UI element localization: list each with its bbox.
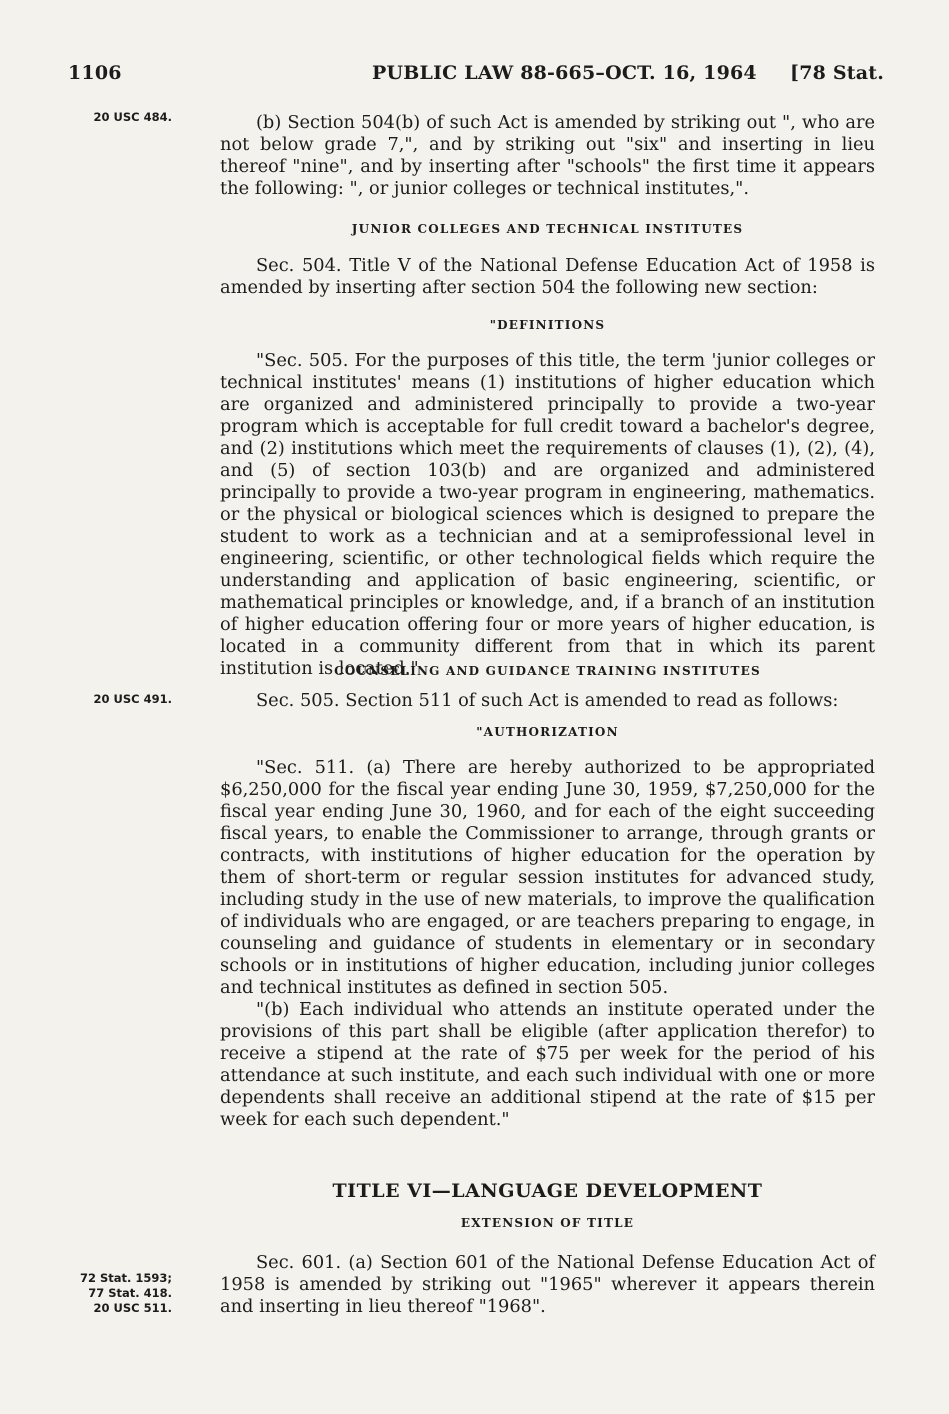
paragraph: Sec. 504. Title V of the National Defense Education Act of 1958 is amended by inserting after section 504 the following new section: xyxy=(220,255,875,298)
margin-citation-line: 77 Stat. 418. xyxy=(88,1286,172,1300)
paragraph: "Sec. 505. For the purposes of this title, the term 'junior colleges or technical institutes' means (1) institutions of higher education which are organized and administered principally to provide a two-year program which is acceptable for full credit toward a bachelor's degree, and (2) institutions which meet the requirements of clauses (1), (2), (4), and (5) of section 103(b) and are organized and administered principally to provide a two-year program in engineering, mathematics. or the physical or biological sciences which is designed to prepare the student to work as a technician and at a semiprofessional level in engineering, scientific, or other technological fields which require the understanding and application of basic engineering, scientific, or mathematical principles or knowledge, and, if a branch of an institution of higher education offering four or more years of higher education, is located in a community different from that in which its parent institution is located." xyxy=(220,350,875,679)
margin-citation-511 xyxy=(62,1271,172,1316)
volume-citation: [78 Stat. xyxy=(790,62,885,84)
authorization-heading: "AUTHORIZATION xyxy=(476,725,619,739)
paragraph: Sec. 601. (a) Section 601 of the National Defense Education Act of 1958 is amended by striking out "1965" wherever it appears therein and inserting in lieu thereof "1968". xyxy=(220,1252,875,1317)
paragraph: (b) Section 504(b) of such Act is amended by striking out ", who are not below grade 7,", and by striking out "six" and inserting in lieu thereof "nine", and by inserting after "schools" the first time it appears the following: ", or junior colleges or technical institutes,". xyxy=(220,112,875,199)
page-number: 1106 xyxy=(68,62,122,84)
section-511 xyxy=(220,757,875,1131)
paragraph: Sec. 505. Section 511 of such Act is amended to read as follows: xyxy=(256,690,839,711)
margin-citation-484: 20 USC 484. xyxy=(93,110,172,124)
title-heading: TITLE VI—LANGUAGE DEVELOPMENT xyxy=(332,1180,763,1202)
paragraph: "Sec. 511. (a) There are hereby authorized to be appropriated $6,250,000 for the fiscal year ending June 30, 1959, $7,250,000 for the fiscal year ending June 30, 1960, and for each of the eight succeeding fiscal years, to enable the Commissioner to arrange, through grants or contracts, with institutions of higher education for the operation by them of short-term or regular session institutes for advanced study, including study in the use of new materials, to improve the qualification of individuals who are engaged, or are teachers preparing to engage, in counseling and guidance of students in elementary or in secondary schools or in institutions of higher education, including junior colleges and technical institutes as defined in section 505. xyxy=(220,757,875,998)
section-504 xyxy=(220,255,875,299)
section-601 xyxy=(220,1252,875,1318)
section-heading: COUNSELING AND GUIDANCE TRAINING INSTITUTES xyxy=(334,664,761,678)
section-504b-amendment xyxy=(220,112,875,200)
section-heading: JUNIOR COLLEGES AND TECHNICAL INSTITUTES xyxy=(351,222,744,236)
definitions-heading: "DEFINITIONS xyxy=(489,318,606,332)
section-heading: EXTENSION OF TITLE xyxy=(460,1216,635,1230)
margin-citation-line: 20 USC 511. xyxy=(93,1301,172,1315)
running-title: PUBLIC LAW 88-665–OCT. 16, 1964 xyxy=(372,62,757,84)
section-505-definitions xyxy=(220,350,875,680)
margin-citation-line: 72 Stat. 1593; xyxy=(79,1271,172,1285)
margin-citation-491: 20 USC 491. xyxy=(93,692,172,706)
section-505 xyxy=(220,690,875,712)
paragraph: "(b) Each individual who attends an institute operated under the provisions of this part shall be eligible (after application therefor) to receive a stipend at the rate of $75 per week for the period of his attendance at such institute, and each such individual with one or more dependents shall receive an additional stipend at the rate of $15 per week for each such dependent." xyxy=(220,999,875,1130)
